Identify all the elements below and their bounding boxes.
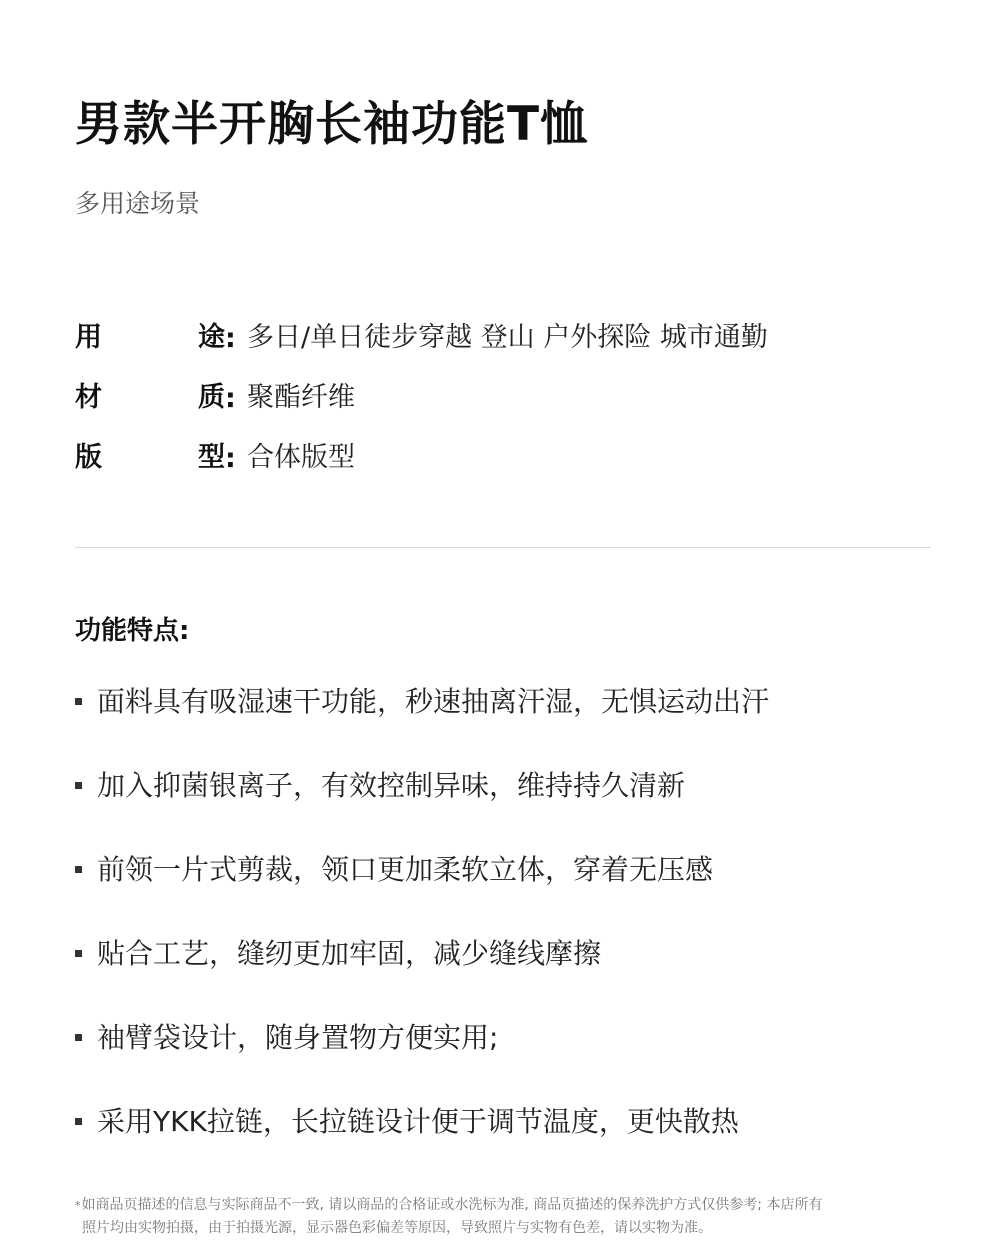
square-bullet-icon — [75, 782, 82, 789]
section-divider — [75, 547, 931, 548]
spec-key-last-char: 途 — [198, 322, 225, 353]
spec-list — [75, 308, 768, 488]
asterisk-mark: * — [75, 1199, 81, 1212]
spec-key-first-char: 用 — [75, 322, 102, 353]
feature-text: 贴合工艺，缝纫更加牢固，减少缝线摩擦 — [97, 937, 602, 970]
spec-key-first-char: 版 — [75, 442, 102, 473]
features-heading: 功能特点: — [75, 616, 190, 646]
feature-list — [75, 680, 769, 1184]
spec-key-last-char: 型 — [198, 442, 225, 473]
square-bullet-icon — [75, 698, 82, 705]
spec-key-last-char: 质 — [198, 382, 225, 413]
square-bullet-icon — [75, 950, 82, 957]
square-bullet-icon — [75, 866, 82, 873]
disclaimer — [75, 1194, 935, 1240]
spec-row-material — [75, 368, 768, 428]
spec-colon: : — [225, 322, 236, 354]
feature-item — [75, 680, 769, 764]
spec-key-first-char: 材 — [75, 382, 102, 413]
spec-key — [75, 378, 225, 418]
feature-text: 加入抑菌银离子，有效控制异味，维持持久清新 — [97, 769, 686, 802]
spec-value: 聚酯纤维 — [247, 382, 355, 413]
disclaimer-text-1: 如商品页描述的信息与实际商品不一致, 请以商品的合格证或水洗标为准, 商品页描述的保养洗护方式仅供参考; 本店所有 — [81, 1197, 823, 1213]
feature-item — [75, 848, 769, 932]
spec-key — [75, 438, 225, 478]
disclaimer-text-2: 照片均由实物拍摄，由于拍摄光源，显示器色彩偏差等原因，导致照片与实物有色差，请以实物为准。 — [82, 1220, 712, 1236]
disclaimer-line-1 — [75, 1194, 935, 1217]
spec-value: 合体版型 — [247, 442, 355, 473]
square-bullet-icon — [75, 1034, 82, 1041]
spec-colon: : — [225, 442, 236, 474]
feature-item — [75, 1100, 769, 1184]
spec-colon: : — [225, 382, 236, 414]
feature-text: 采用YKK拉链，长拉链设计便于调节温度，更快散热 — [97, 1105, 739, 1138]
spec-value: 多日/单日徒步穿越 登山 户外探险 城市通勤 — [247, 322, 768, 353]
feature-item — [75, 932, 769, 1016]
spec-row-fit — [75, 428, 768, 488]
feature-text: 前领一片式剪裁，领口更加柔软立体，穿着无压感 — [97, 853, 714, 886]
product-subtitle: 多用途场景 — [75, 189, 201, 218]
square-bullet-icon — [75, 1118, 82, 1125]
feature-text: 袖臂袋设计，随身置物方便实用; — [97, 1021, 499, 1054]
spec-row-usage — [75, 308, 768, 368]
product-title: 男款半开胸长袖功能T恤 — [75, 97, 589, 152]
spec-key — [75, 318, 225, 358]
feature-item — [75, 764, 769, 848]
feature-item — [75, 1016, 769, 1100]
feature-text: 面料具有吸湿速干功能，秒速抽离汗湿，无惧运动出汗 — [97, 685, 770, 718]
